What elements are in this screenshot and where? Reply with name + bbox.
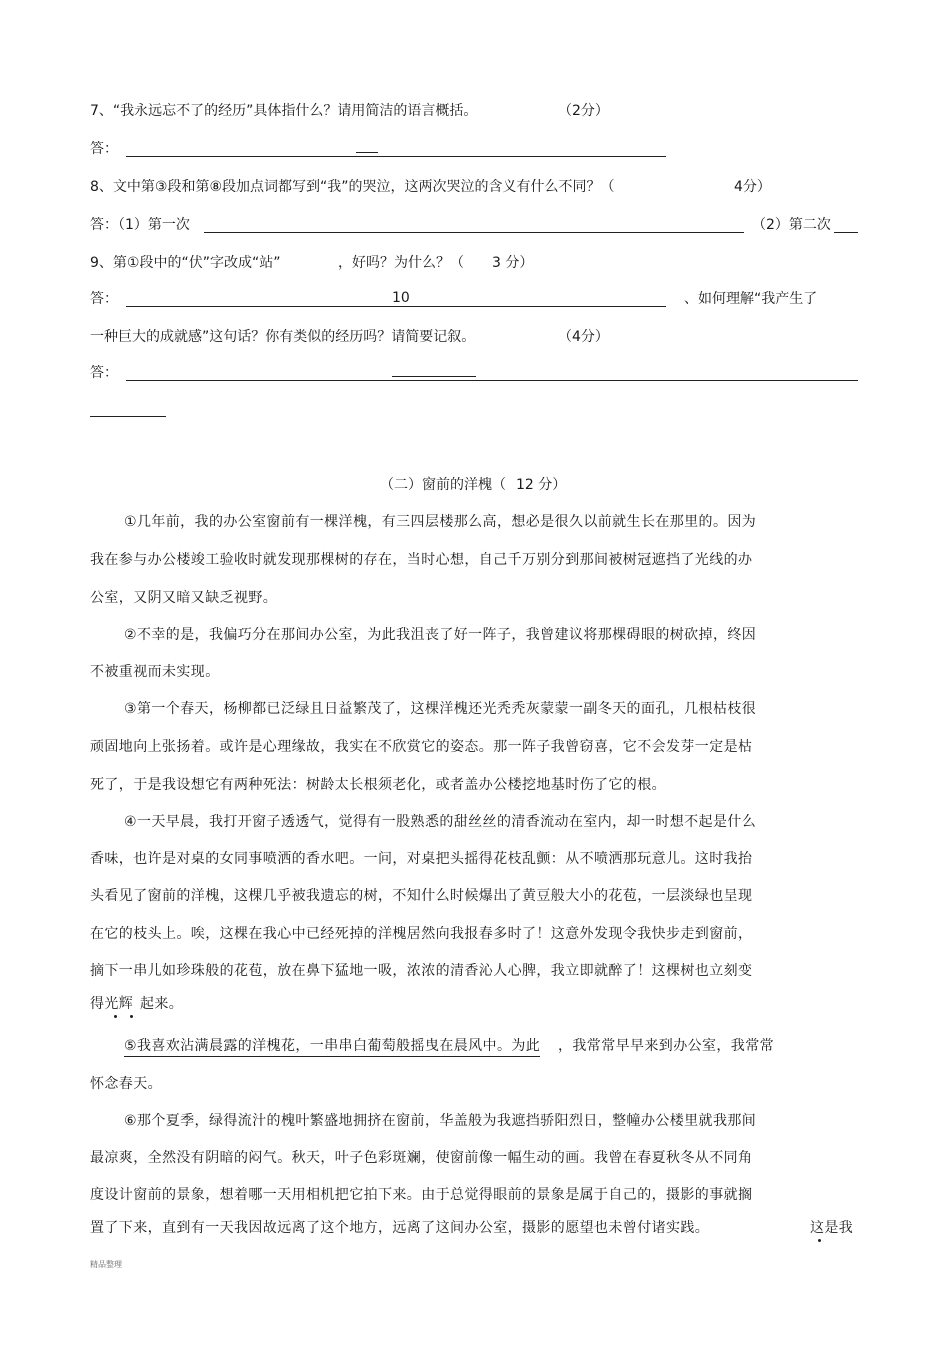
- article-line: 度设计窗前的景象，想着哪一天用相机把它拍下来。由于总觉得眼前的景象是属于自己的，摄影的事就搁: [90, 1187, 753, 1203]
- question-7-score: （2分）: [558, 103, 609, 119]
- article-title: （二）窗前的洋槐（: [380, 477, 506, 493]
- answer-line: [126, 156, 666, 157]
- article-line: ③第一个春天，杨柳都已泛绿且日益繁茂了，这棵洋槐还光秃秃灰蒙蒙一副冬天的面孔，几根枯枝很: [124, 701, 757, 717]
- question-9-score: 3 分）: [492, 255, 534, 271]
- article-line: 在它的枝头上。唉，这棵在我心中已经死掉的洋槐居然向我报春多时了！这意外发现令我快步走到窗前，: [90, 926, 753, 942]
- article-line: 死了，于是我设想它有两种死法：树龄太长根须老化，或者盖办公楼挖地基时伤了它的根。: [90, 777, 666, 793]
- question-9-answer-label: 答：: [90, 291, 118, 307]
- answer-line: [126, 380, 858, 381]
- question-9: 9、第①段中的“伏”字改成“站”: [90, 255, 281, 271]
- article-line: 我在参与办公楼竣工验收时就发现那棵树的存在，当时心想，自己千万别分到那间被树冠遮挡了光线的办: [90, 552, 753, 568]
- article-line: ②不幸的是，我偏巧分在那间办公室，为此我沮丧了好一阵子，我曾建议将那棵碍眼的树砍掉，终因: [124, 627, 757, 643]
- answer-line: [90, 416, 166, 417]
- article-line: 怀念春天。: [90, 1076, 162, 1092]
- article-line: ⑥那个夏季，绿得流汁的槐叶繁盛地拥挤在窗前，华盖般为我遮挡骄阳烈日，整幢办公楼里就我那间: [124, 1113, 757, 1129]
- question-7-answer-label: 答：: [90, 141, 118, 157]
- answer-line-mark: [392, 376, 476, 377]
- article-line-emphasis: 得光辉: [90, 996, 134, 1012]
- underlined-sentence: ⑤我喜欢沾满晨露的洋槐花，一串串白葡萄般摇曳在晨风中。为此: [124, 1037, 540, 1057]
- article-line-tail: 这是我: [810, 1220, 854, 1236]
- question-7: 7、“我永远忘不了的经历”具体指什么？请用简洁的语言概括。: [90, 103, 478, 119]
- article-line: ，我常常早早来到办公室，我常常: [558, 1038, 774, 1054]
- answer-line-mark: [356, 152, 378, 153]
- answer-line: [204, 232, 744, 233]
- article-line: 起来。: [140, 996, 184, 1012]
- question-9-continued: ，好吗？为什么？（: [338, 255, 464, 271]
- question-10-score: （4分）: [558, 329, 609, 345]
- emphasis-dot: [130, 1015, 133, 1018]
- question-10-continued: 一种巨大的成就感”这句话？你有类似的经历吗？请简要记叙。: [90, 329, 476, 345]
- answer-line: [834, 232, 858, 233]
- question-10-number: 10: [392, 290, 410, 306]
- article-line: 不被重视而未实现。: [90, 664, 220, 680]
- article-line: ①几年前，我的办公室窗前有一棵洋槐，有三四层楼那么高，想必是很久以前就生长在那里的。因为: [124, 514, 757, 530]
- article-line: 顽固地向上张扬着。或许是心理缘故，我实在不欣赏它的姿态。那一阵子我曾窃喜，它不会发芽一定是枯: [90, 739, 753, 755]
- article-title-score: 12 分）: [516, 477, 567, 493]
- question-10: 、如何理解“我产生了: [684, 291, 818, 307]
- article-line: 头看见了窗前的洋槐，这棵几乎被我遗忘的树，不知什么时候爆出了黄豆般大小的花苞，一层淡绿也呈现: [90, 888, 753, 904]
- article-line: 最凉爽，全然没有阴暗的闷气。秋天，叶子色彩斑斓，使窗前像一幅生动的画。我曾在春夏秋冬从不同角: [90, 1150, 753, 1166]
- article-line: 置了下来，直到有一天我因故远离了这个地方，远离了这间办公室，摄影的愿望也未曾付诸实践。: [90, 1220, 710, 1236]
- question-8-answer-label: 答：（1）第一次: [90, 217, 190, 233]
- article-line: 公室，又阴又暗又缺乏视野。: [90, 590, 278, 606]
- question-8-score: 4分）: [734, 179, 771, 195]
- question-8-second-label: （2）第二次: [752, 217, 831, 233]
- question-10-answer-label: 答：: [90, 365, 118, 381]
- emphasis-dot: [114, 1015, 117, 1018]
- footer-text: 精品整理: [90, 1260, 122, 1269]
- question-8: 8、文中第③段和第⑧段加点词都写到“我”的哭泣，这两次哭泣的含义有什么不同？（: [90, 179, 615, 195]
- article-line: 香味，也许是对桌的女同事喷洒的香水吧。一问，对桌把头摇得花枝乱颤：从不喷洒那玩意儿。这时我抬: [90, 851, 753, 867]
- article-line: ④一天早晨，我打开窗子透透气，觉得有一股熟悉的甜丝丝的清香流动在室内，却一时想不起是什么: [124, 814, 757, 830]
- article-line: 摘下一串儿如珍珠般的花苞，放在鼻下猛地一吸，浓浓的清香沁人心脾，我立即就醉了！这棵树也立刻变: [90, 963, 753, 979]
- emphasis-dot: [818, 1239, 821, 1242]
